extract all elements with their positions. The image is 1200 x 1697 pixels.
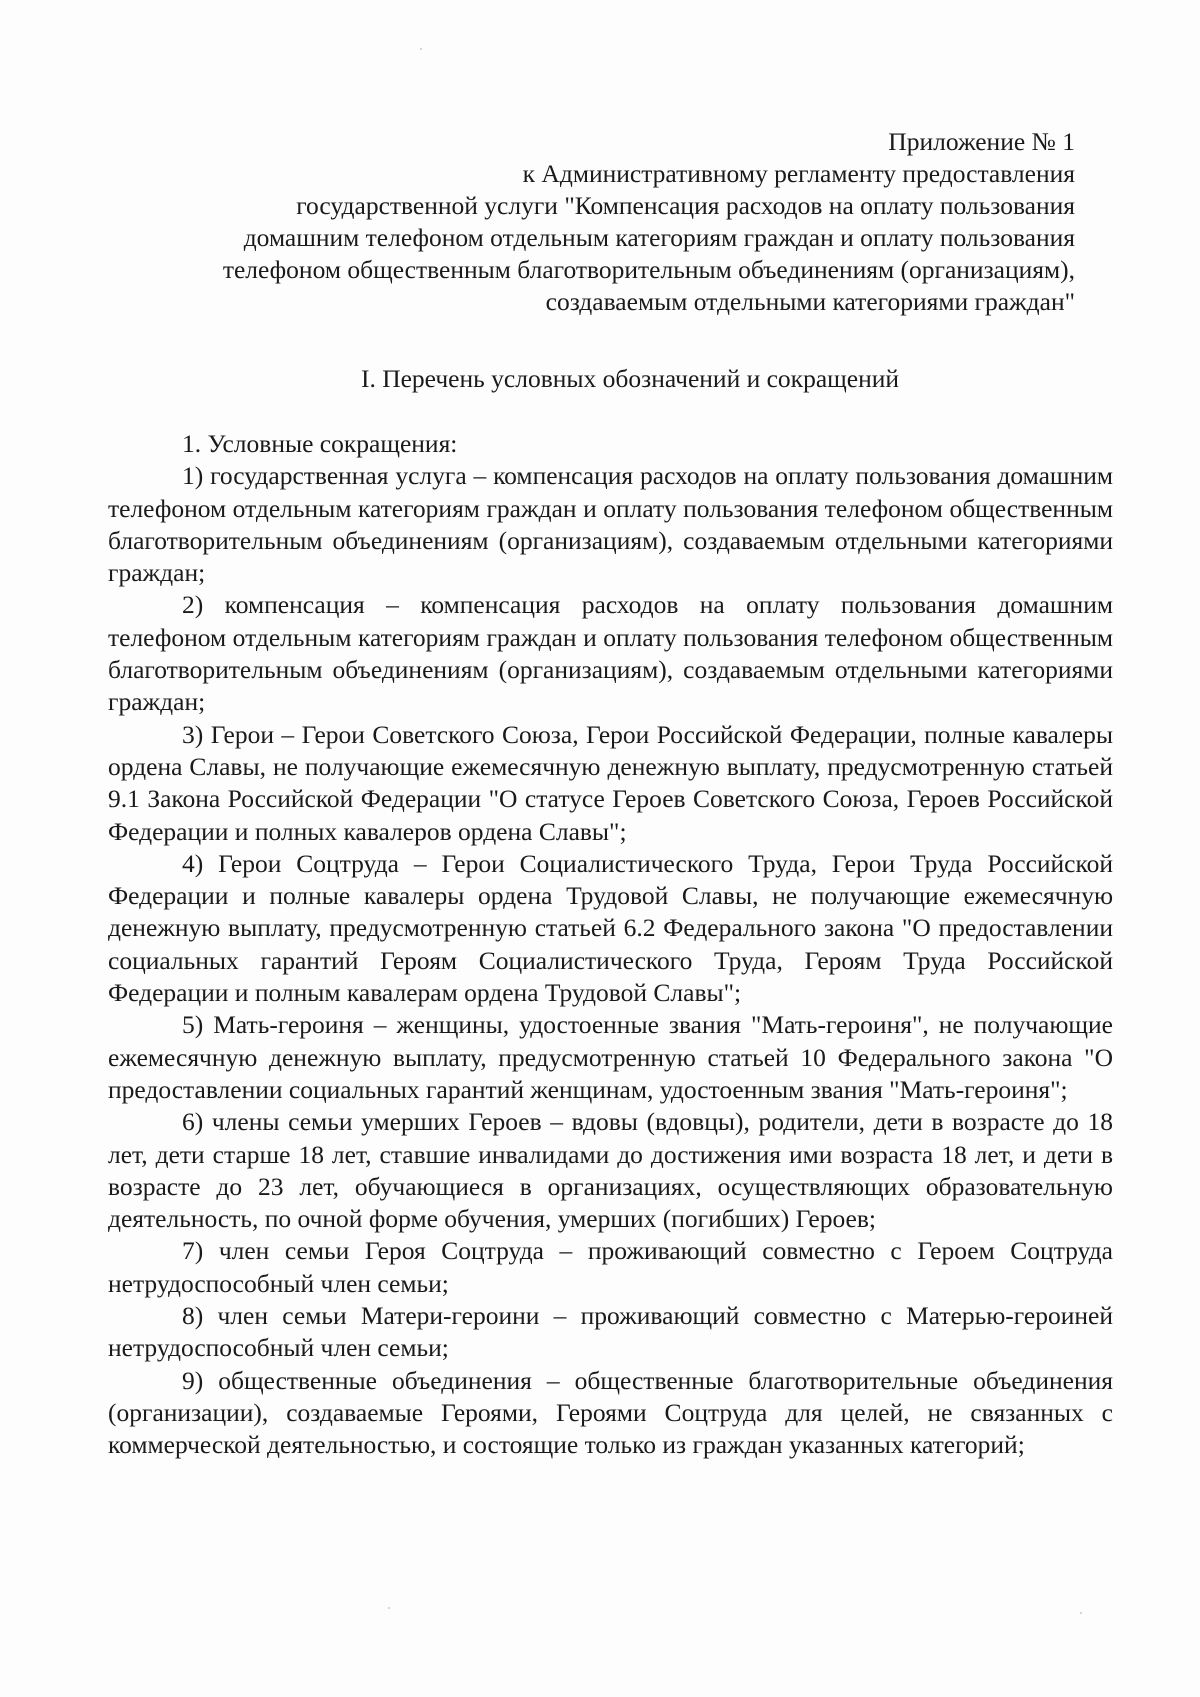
list-item: 1) государственная услуга – компенсация расходов на оплату пользования домашним телефоном отдельным категориям граждан и оплату пользования телефоном общественным благотворительным объединениям (организациям), создаваемым отдельными категориями граждан; <box>108 461 1113 588</box>
list-item: 4) Герои Соцтруда – Герои Социалистического Труда, Герои Труда Российской Федерации и полные кавалеры ордена Трудовой Славы, не получающие ежемесячную денежную выплату, предусмотренную статьей 6.2 Федерального закона "О предоставлении социальных гарантий Героям Социалистического Труда, Героям Труда Российской Федерации и полным кавалерам ордена Трудовой Славы"; <box>108 848 1113 1008</box>
list-item: 8) член семьи Матери-героини – проживающий совместно с Матерью-героиней нетрудоспособный член семьи; <box>108 1301 1113 1363</box>
list-item: 3) Герои – Герои Советского Союза, Герои Российской Федерации, полные кавалеры ордена Славы, не получающие ежемесячную денежную выплату, предусмотренную статьей 9.1 Закона Российской Федерации "О статусе Героев Советского Союза, Героев Российской Федерации и полных кавалеров ордена Славы"; <box>108 719 1113 846</box>
appendix-header <box>115 126 1075 318</box>
scan-speck <box>420 48 422 50</box>
list-item: 6) члены семьи умерших Героев – вдовы (вдовцы), родители, дети в возрасте до 18 лет, дети старше 18 лет, ставшие инвалидами до достижения ими возраста 18 лет, и дети в возрасте до 23 лет, обучающиеся в организациях, осуществляющих образовательную деятельность, по очной форме обучения, умерших (погибших) Героев; <box>108 1107 1113 1234</box>
appendix-header-line: домашним телефоном отдельным категориям граждан и оплату пользования <box>243 223 1075 252</box>
scan-speck <box>388 1607 390 1609</box>
scan-speck <box>1080 1612 1082 1614</box>
appendix-header-line: к Административному регламенту предоставления <box>522 159 1075 188</box>
list-item: 5) Мать-героиня – женщины, удостоенные звания "Мать-героиня", не получающие ежемесячную денежную выплату, предусмотренную статьей 10 Федерального закона "О предоставлении социальных гарантий женщинам, удостоенным звания "Мать-героиня"; <box>108 1010 1113 1104</box>
appendix-header-line: создаваемым отдельными категориями граждан" <box>545 287 1075 316</box>
list-item: 2) компенсация – компенсация расходов на оплату пользования домашним телефоном отдельным категориям граждан и оплату пользования телефоном общественным благотворительным объединениям (организациям), создаваемым отдельными категориями граждан; <box>108 590 1113 717</box>
appendix-header-line: телефоном общественным благотворительным объединениям (организациям), <box>222 255 1075 284</box>
appendix-number: Приложение № 1 <box>888 127 1075 156</box>
list-item: 9) общественные объединения – общественные благотворительные объединения (организации), создаваемые Героями, Героями Соцтруда для целей, не связанных с коммерческой деятельностью, и состоящие только из граждан указанных категорий; <box>108 1365 1113 1460</box>
paragraph-intro: 1. Условные сокращения: <box>182 429 458 458</box>
document-body <box>108 428 1113 1462</box>
appendix-header-line: государственной услуги "Компенсация расходов на оплату пользования <box>296 191 1075 220</box>
section-title: I. Перечень условных обозначений и сокращений <box>360 364 900 393</box>
list-item: 7) член семьи Героя Соцтруда – проживающий совместно с Героем Соцтруда нетрудоспособный член семьи; <box>108 1236 1113 1298</box>
